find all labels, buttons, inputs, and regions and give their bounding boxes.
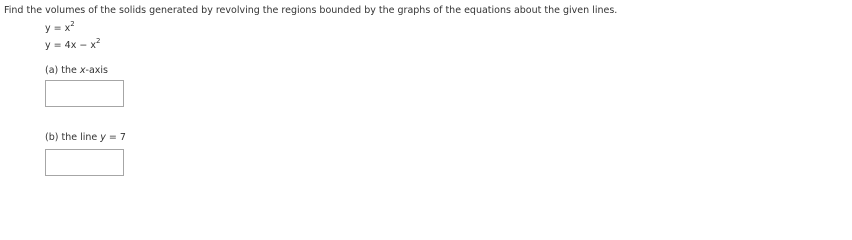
part-a-id: (a) (45, 65, 59, 76)
part-a-text-post: -axis (85, 65, 108, 76)
equals-sign: = (53, 23, 62, 34)
part-b-variable: y (100, 132, 106, 143)
equation-2 (45, 36, 101, 52)
minus-sign: − (79, 40, 88, 51)
part-a-answer-input[interactable] (45, 80, 124, 107)
part-b-label (45, 132, 126, 144)
part-b-text-pre: the line (61, 132, 101, 143)
equation-2-lhs: y (45, 40, 51, 51)
equation-1-base: x (64, 23, 71, 34)
part-a-label (45, 65, 108, 77)
part-a-text-pre: the (61, 65, 80, 76)
part-b-id: (b) (45, 132, 59, 143)
equation-2-linear-term: 4x (64, 40, 77, 51)
part-b-answer-input[interactable] (45, 149, 124, 176)
equation-2-base: x (90, 40, 96, 51)
equation-1-lhs: y (45, 23, 51, 34)
equals-sign: = (53, 40, 62, 51)
equation-1 (45, 19, 75, 35)
equation-1-exponent: 2 (70, 19, 75, 28)
part-b-text-post: = 7 (105, 132, 126, 143)
question-prompt: Find the volumes of the solids generated by revolving the regions bounded by the graphs of the equations about the given lines. (4, 5, 618, 16)
equation-2-exponent: 2 (95, 36, 101, 45)
part-a-variable: x (79, 65, 86, 76)
